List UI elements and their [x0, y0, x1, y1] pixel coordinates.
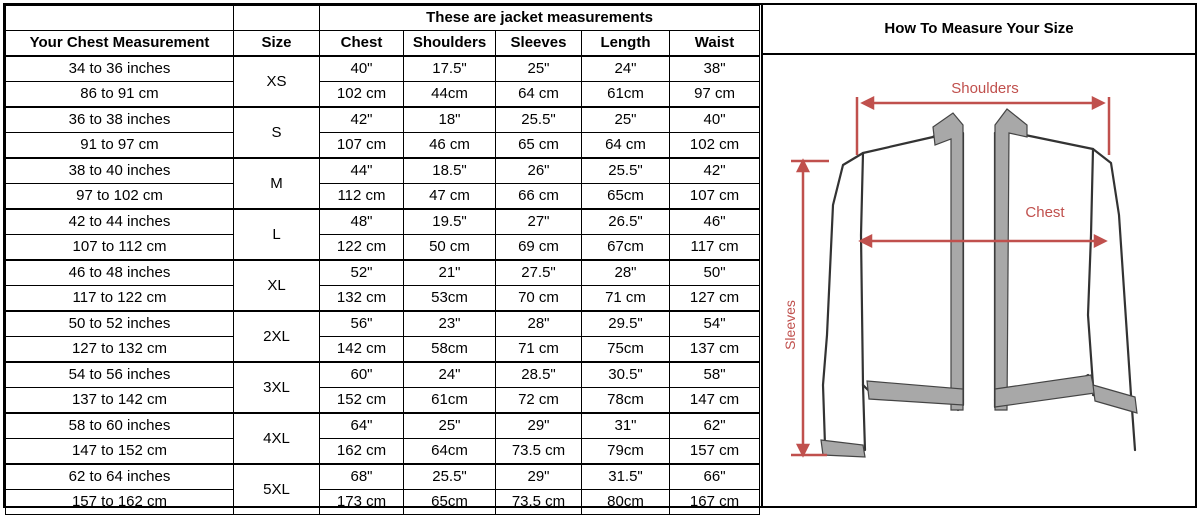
length-inches: 31.5" [582, 464, 670, 490]
chest-inches: 64" [320, 413, 404, 439]
table-row [6, 439, 760, 465]
chest-range-inches: 46 to 48 inches [6, 260, 234, 286]
shoulders-arrow-left [863, 98, 873, 108]
sleeves-inches: 28.5" [496, 362, 582, 388]
chest-inches: 44" [320, 158, 404, 184]
waist-inches: 54" [670, 311, 760, 337]
chest-cm: 162 cm [320, 439, 404, 465]
shoulders-cm: 61cm [404, 388, 496, 414]
chest-arrow-right [1095, 236, 1105, 246]
table-row [6, 413, 760, 439]
size-label: S [234, 107, 320, 158]
table-row [6, 311, 760, 337]
chest-cm: 122 cm [320, 235, 404, 261]
sleeves-cm: 70 cm [496, 286, 582, 312]
shoulders-inches: 25.5" [404, 464, 496, 490]
chest-range-cm: 86 to 91 cm [6, 82, 234, 108]
shoulders-cm: 44cm [404, 82, 496, 108]
chest-inches: 60" [320, 362, 404, 388]
table-row [6, 388, 760, 414]
table-row [6, 464, 760, 490]
chest-range-inches: 50 to 52 inches [6, 311, 234, 337]
shoulders-inches: 18" [404, 107, 496, 133]
sleeves-label: Sleeves [782, 300, 798, 350]
shoulders-cm: 64cm [404, 439, 496, 465]
chest-range-inches: 38 to 40 inches [6, 158, 234, 184]
chest-range-cm: 107 to 112 cm [6, 235, 234, 261]
waist-cm: 137 cm [670, 337, 760, 363]
waist-cm: 117 cm [670, 235, 760, 261]
column-header-chest-measurement: Your Chest Measurement [6, 31, 234, 57]
chest-label: Chest [1025, 204, 1065, 221]
chest-range-cm: 91 to 97 cm [6, 133, 234, 159]
blank-header [6, 6, 234, 31]
waist-inches: 42" [670, 158, 760, 184]
length-cm: 65cm [582, 184, 670, 210]
chest-range-cm: 127 to 132 cm [6, 337, 234, 363]
chest-cm: 102 cm [320, 82, 404, 108]
jacket-diagram [763, 55, 1195, 506]
sleeves-cm: 65 cm [496, 133, 582, 159]
waist-cm: 157 cm [670, 439, 760, 465]
sleeves-inches: 25.5" [496, 107, 582, 133]
sleeves-inches: 28" [496, 311, 582, 337]
length-inches: 24" [582, 56, 670, 82]
chest-cm: 132 cm [320, 286, 404, 312]
shoulders-inches: 19.5" [404, 209, 496, 235]
table-row [6, 209, 760, 235]
sleeves-cm: 73.5 cm [496, 490, 582, 515]
chest-cm: 142 cm [320, 337, 404, 363]
chest-inches: 48" [320, 209, 404, 235]
sleeves-cm: 72 cm [496, 388, 582, 414]
waist-inches: 38" [670, 56, 760, 82]
measure-guide-panel [761, 5, 1195, 506]
column-header-sleeves: Sleeves [496, 31, 582, 57]
waist-cm: 167 cm [670, 490, 760, 515]
sleeves-cm: 73.5 cm [496, 439, 582, 465]
sleeves-inches: 26" [496, 158, 582, 184]
chest-range-inches: 34 to 36 inches [6, 56, 234, 82]
size-label: M [234, 158, 320, 209]
shoulders-cm: 46 cm [404, 133, 496, 159]
chest-inches: 42" [320, 107, 404, 133]
waist-cm: 147 cm [670, 388, 760, 414]
chest-cm: 112 cm [320, 184, 404, 210]
length-cm: 75cm [582, 337, 670, 363]
size-label: 2XL [234, 311, 320, 362]
waist-inches: 50" [670, 260, 760, 286]
size-label: L [234, 209, 320, 260]
shoulders-label: Shoulders [951, 80, 1019, 97]
sleeves-arrow-top [798, 161, 808, 171]
shoulders-inches: 24" [404, 362, 496, 388]
shoulders-inches: 17.5" [404, 56, 496, 82]
jacket-outline [823, 117, 1135, 451]
column-header-length: Length [582, 31, 670, 57]
length-cm: 61cm [582, 82, 670, 108]
shoulders-inches: 18.5" [404, 158, 496, 184]
sleeves-cm: 66 cm [496, 184, 582, 210]
size-label: 4XL [234, 413, 320, 464]
chest-arrow-left [861, 236, 871, 246]
size-label: 5XL [234, 464, 320, 515]
length-cm: 71 cm [582, 286, 670, 312]
table-row [6, 235, 760, 261]
chest-range-inches: 36 to 38 inches [6, 107, 234, 133]
sleeves-inches: 25" [496, 56, 582, 82]
sleeves-inches: 29" [496, 413, 582, 439]
jacket-measurements-header: These are jacket measurements [320, 6, 760, 31]
chest-range-cm: 157 to 162 cm [6, 490, 234, 515]
waist-inches: 46" [670, 209, 760, 235]
chest-range-cm: 147 to 152 cm [6, 439, 234, 465]
length-cm: 79cm [582, 439, 670, 465]
length-inches: 30.5" [582, 362, 670, 388]
chest-cm: 107 cm [320, 133, 404, 159]
length-inches: 31" [582, 413, 670, 439]
size-label: XS [234, 56, 320, 107]
length-cm: 80cm [582, 490, 670, 515]
shoulders-inches: 21" [404, 260, 496, 286]
blank-header [234, 6, 320, 31]
table-row [6, 184, 760, 210]
chest-range-inches: 62 to 64 inches [6, 464, 234, 490]
length-inches: 25.5" [582, 158, 670, 184]
chest-inches: 52" [320, 260, 404, 286]
shoulders-cm: 50 cm [404, 235, 496, 261]
column-header-size: Size [234, 31, 320, 57]
waist-cm: 97 cm [670, 82, 760, 108]
length-inches: 28" [582, 260, 670, 286]
chest-inches: 40" [320, 56, 404, 82]
waist-inches: 62" [670, 413, 760, 439]
chest-range-cm: 117 to 122 cm [6, 286, 234, 312]
column-header-chest: Chest [320, 31, 404, 57]
shoulders-cm: 53cm [404, 286, 496, 312]
table-row [6, 337, 760, 363]
sleeves-inches: 27.5" [496, 260, 582, 286]
chest-inches: 68" [320, 464, 404, 490]
shoulders-inches: 23" [404, 311, 496, 337]
length-inches: 26.5" [582, 209, 670, 235]
column-header-shoulders: Shoulders [404, 31, 496, 57]
chest-range-inches: 58 to 60 inches [6, 413, 234, 439]
shoulders-inches: 25" [404, 413, 496, 439]
chest-cm: 173 cm [320, 490, 404, 515]
table-row [6, 82, 760, 108]
waist-inches: 66" [670, 464, 760, 490]
size-label: 3XL [234, 362, 320, 413]
chest-range-inches: 54 to 56 inches [6, 362, 234, 388]
table-row [6, 107, 760, 133]
table-row [6, 286, 760, 312]
shoulders-cm: 58cm [404, 337, 496, 363]
shoulders-cm: 47 cm [404, 184, 496, 210]
table-row [6, 56, 760, 82]
chest-inches: 56" [320, 311, 404, 337]
waist-inches: 58" [670, 362, 760, 388]
length-cm: 64 cm [582, 133, 670, 159]
waist-inches: 40" [670, 107, 760, 133]
sleeves-cm: 64 cm [496, 82, 582, 108]
table-row [6, 133, 760, 159]
chest-range-inches: 42 to 44 inches [6, 209, 234, 235]
waist-cm: 127 cm [670, 286, 760, 312]
sleeves-cm: 71 cm [496, 337, 582, 363]
length-inches: 25" [582, 107, 670, 133]
sleeves-cm: 69 cm [496, 235, 582, 261]
chest-range-cm: 97 to 102 cm [6, 184, 234, 210]
size-chart-table [5, 5, 760, 515]
chest-range-cm: 137 to 142 cm [6, 388, 234, 414]
length-cm: 78cm [582, 388, 670, 414]
size-label: XL [234, 260, 320, 311]
waist-cm: 107 cm [670, 184, 760, 210]
shoulders-arrow-right [1093, 98, 1103, 108]
length-inches: 29.5" [582, 311, 670, 337]
waist-cm: 102 cm [670, 133, 760, 159]
table-row [6, 260, 760, 286]
sleeves-inches: 29" [496, 464, 582, 490]
guide-title: How To Measure Your Size [763, 5, 1195, 55]
column-header-waist: Waist [670, 31, 760, 57]
table-row [6, 362, 760, 388]
table-row [6, 158, 760, 184]
sleeves-inches: 27" [496, 209, 582, 235]
length-cm: 67cm [582, 235, 670, 261]
chest-cm: 152 cm [320, 388, 404, 414]
sleeves-arrow-bottom [798, 445, 808, 455]
shoulders-cm: 65cm [404, 490, 496, 515]
